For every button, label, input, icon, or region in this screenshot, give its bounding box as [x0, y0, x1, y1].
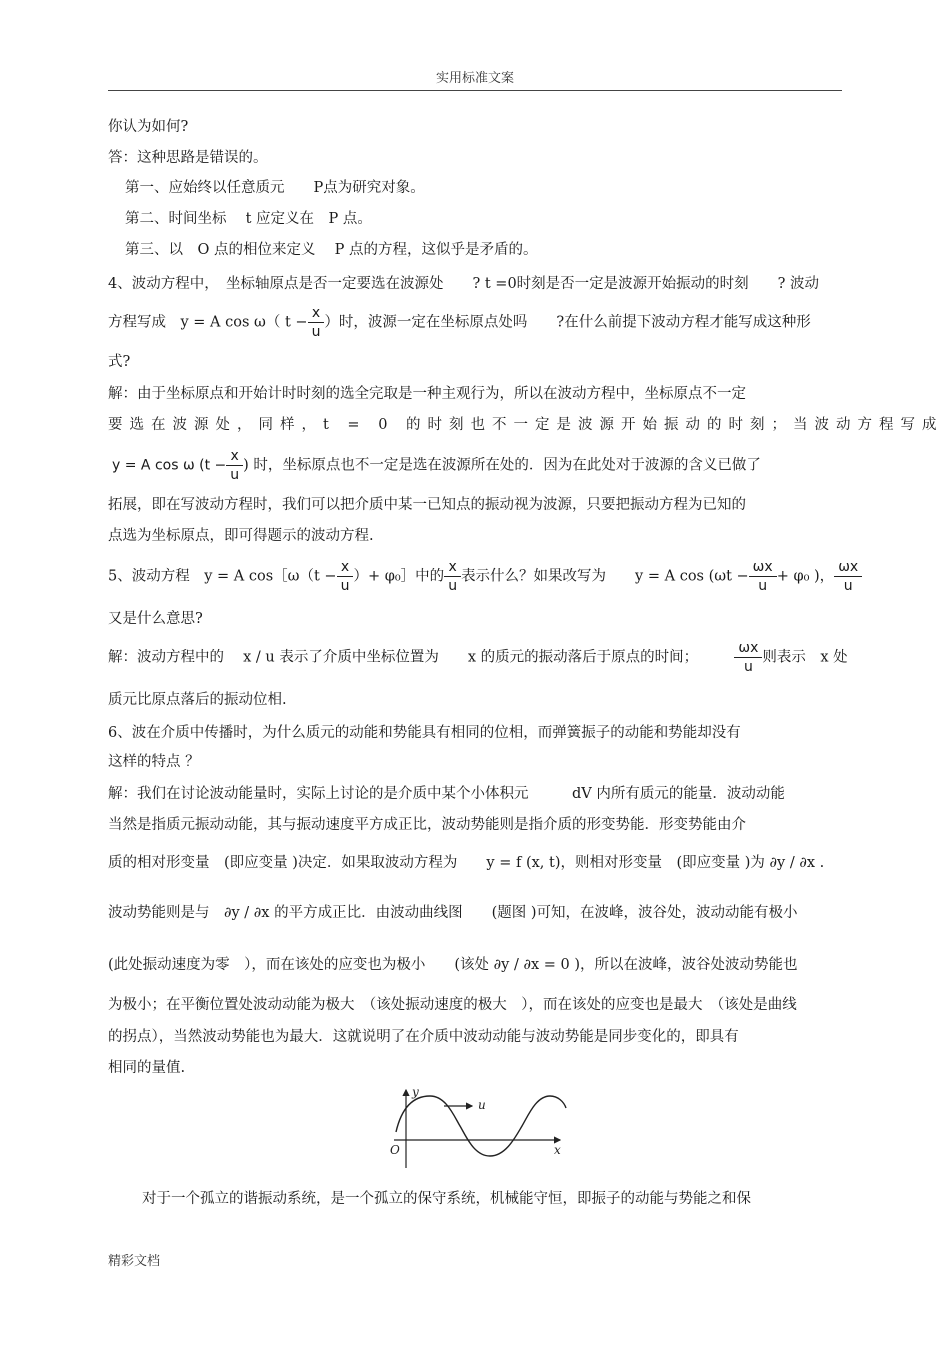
text-line: 第二、时间坐标 t 应定义在 P 点。: [125, 211, 372, 227]
wave-figure: [380, 1082, 570, 1170]
header-rule: [108, 90, 842, 91]
text-line: 答：这种思路是错误的。: [108, 150, 268, 166]
text-line: (此处振动速度为零 ），而在该处的应变也为极小 (该处 ∂y / ∂x = 0 )，所以在波峰，波谷处波动势能也: [108, 957, 798, 973]
text-line: 质的相对形变量 (即应变量 )决定．如果取波动方程为 y = f (x, t)，则相对形变量 (即应变量 )为 ∂y / ∂x .: [108, 855, 825, 871]
text-line: 为极小；在平衡位置处波动动能为极大 （该处振动速度的极大 ），而在该处的应变也是最大 （该处是曲线: [108, 997, 797, 1013]
text-line: 对于一个孤立的谐振动系统，是一个孤立的保守系统，机械能守恒，即振子的动能与势能之和保: [142, 1191, 751, 1207]
text-line: 波动势能则是与 ∂y / ∂x 的平方成正比．由波动曲线图 (题图 )可知，在波峰，波谷处，波动动能有极小: [108, 905, 798, 921]
fraction-wx-over-u: $\frac{\omega x}{u}$: [736, 639, 760, 676]
text-line: 点选为坐标原点，即可得题示的波动方程.: [108, 528, 374, 544]
text-line: 4、波动方程中， 坐标轴原点是否一定要选在波源处 ? t =0时刻是否一定是波源开始振动的时刻 ? 波动: [108, 276, 820, 292]
text-line: 质元比原点落后的振动位相.: [108, 692, 287, 708]
page-header: 实用标准文案: [435, 71, 514, 86]
text-line: 要选在波源处，同样，t = 0 的时刻也不一定是波源开始振动的时刻；当波动方程写成: [108, 417, 944, 433]
origin-label: O: [390, 1143, 400, 1157]
text-line: 当然是指质元振动动能，其与振动速度平方成正比，波动势能则是指介质的形变势能．形变势能由介: [108, 817, 746, 833]
velocity-label: u: [478, 1098, 486, 1112]
fraction-wx-over-u: $\frac{\omega x}{u}$: [836, 558, 860, 595]
fraction-x-over-u: $\frac{x}{u}$: [446, 558, 459, 595]
text-line: 你认为如何?: [108, 119, 189, 135]
text-line-with-formula: 方程写成 y = A cos ω（ t − $\frac{x}{u}$ ）时，波源一定在坐标原点处吗 ?在什么前提下波动方程才能写成这种形: [108, 305, 811, 340]
text-line: 第三、以 O 点的相位来定义 P 点的方程，这似乎是矛盾的。: [125, 242, 538, 258]
fraction-x-over-u: $\frac{x}{u}$: [310, 304, 323, 341]
y-axis-label: y: [412, 1085, 419, 1099]
page-footer: 精彩文档: [108, 1254, 161, 1269]
x-axis-label: x: [554, 1143, 561, 1157]
text-line: 式?: [108, 354, 131, 370]
text-line: 的拐点），当然波动势能也为最大．这就说明了在介质中波动动能与波动势能是同步变化的，即具有: [108, 1029, 739, 1045]
text-line: 相同的量值.: [108, 1060, 186, 1076]
fraction-wx-over-u: $\frac{\omega x}{u}$: [751, 558, 775, 595]
text-line: 解：由于坐标原点和开始计时时刻的选全完取是一种主观行为，所以在波动方程中，坐标原点不一定: [108, 386, 746, 402]
text-line: 第一、应始终以任意质元 P点为研究对象。: [125, 180, 425, 196]
fraction-x-over-u: $\frac{x}{u}$: [228, 447, 241, 484]
text-line-with-formula: y = A cos ω (t − $\frac{x}{u}$ ) 时，坐标原点也不一定是选在波源所在处的．因为在此处对于波源的含义已做了: [112, 448, 761, 483]
text-line: 拓展，即在写波动方程时，我们可以把介质中某一已知点的振动视为波源，只要把振动方程为已知的: [108, 497, 746, 513]
text-line: 解：我们在讨论波动能量时，实际上讨论的是介质中某个小体积元 dV 内所有质元的能量．波动动能: [108, 786, 785, 802]
text-line: 6、波在介质中传播时，为什么质元的动能和势能具有相同的位相，而弹簧振子的动能和势能却没有: [108, 725, 741, 741]
text-line-with-formula: 5、波动方程 y = A cos［ω（t − $\frac{x}{u}$ ）+ φ₀］中的 $\frac{x}{u}$ 表示什么？如果改写为 y = A cos (ωt − $\frac{\omega x}{u}$ + φ₀ )， $\frac{\omega x}{u}$: [108, 558, 862, 595]
text-line: 又是什么意思?: [108, 611, 203, 627]
fraction-x-over-u: $\frac{x}{u}$: [339, 558, 352, 595]
text-line-with-formula: 解：波动方程中的 x / u 表示了介质中坐标位置为 x 的质元的振动落后于原点的时间； $\frac{\omega x}{u}$ 则表示 x 处: [108, 640, 848, 675]
text-line: 这样的特点 ？: [108, 754, 200, 770]
